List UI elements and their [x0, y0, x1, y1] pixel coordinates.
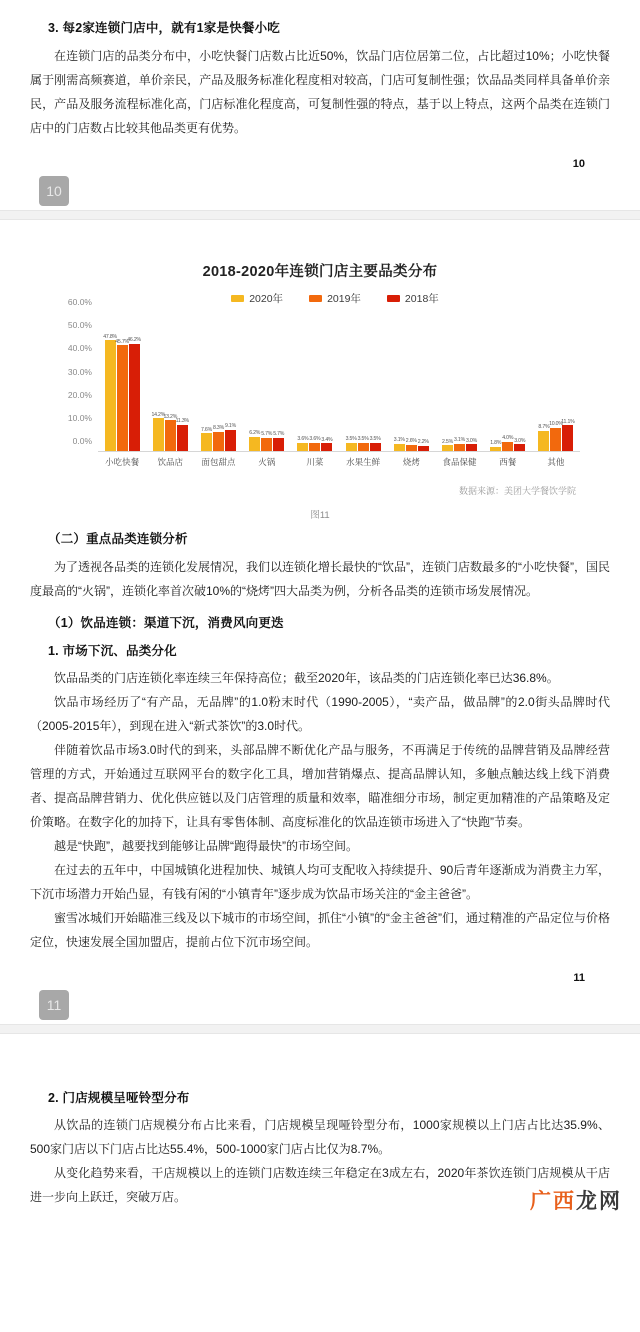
chart-bar[interactable] — [163, 413, 178, 451]
paragraph: 饮品品类的门店连锁化率连续三年保持高位；截至2020年，该品类的门店连锁化率已达36.8%。 — [54, 671, 559, 685]
chart-bar[interactable] — [175, 418, 189, 451]
chart-bar[interactable] — [309, 436, 321, 451]
bar-group — [532, 312, 580, 451]
chart-source: 数据来源：美团大学餐饮学院 — [458, 486, 576, 496]
chart-bar[interactable] — [466, 437, 478, 451]
bar-value-label: 13.2% — [163, 413, 178, 420]
bar-group — [387, 312, 435, 451]
legend-item[interactable] — [309, 291, 361, 306]
bar-value-label: 3.6% — [297, 436, 309, 443]
bar-group — [339, 312, 387, 451]
y-axis-tick: 30.0% — [67, 366, 92, 377]
legend-label: 2018年 — [404, 293, 439, 305]
chart-bar[interactable] — [212, 425, 225, 451]
paragraph: 从变化趋势来看，干店规模以上的连锁门店数连续三年稳定在3成左右，2020年茶饮连锁门店规模从干店进一步向上跃迁，突破万店。 — [30, 1166, 610, 1204]
chart-bar[interactable] — [393, 437, 405, 451]
page-heading: 3. 每2家连锁门店中，就有1家是快餐小吃 — [48, 21, 281, 35]
bar-value-label: 10.0% — [549, 421, 563, 428]
page-chip: 11 — [39, 990, 69, 1020]
chart-bar[interactable] — [103, 333, 117, 451]
chart-bar[interactable] — [321, 436, 333, 451]
x-axis-label: 面包甜点 — [201, 457, 236, 467]
bar-value-label: 3.5% — [369, 436, 381, 443]
bar-group — [484, 312, 532, 451]
bar-value-label: 14.2% — [151, 411, 166, 418]
chart-bar[interactable] — [549, 421, 563, 451]
x-axis-label: 其他 — [547, 457, 565, 467]
page-chip: 10 — [39, 176, 69, 206]
y-axis-tick: 50.0% — [67, 320, 92, 331]
legend-label: 2019年 — [327, 293, 361, 305]
bar-group — [146, 312, 194, 451]
watermark-part-2: 龙网 — [576, 1190, 622, 1213]
figure-caption: 图11 — [310, 510, 330, 521]
bar-value-label: 3.0% — [466, 437, 478, 444]
bar-group — [194, 312, 242, 451]
page-number: 10 — [572, 158, 585, 170]
legend-item[interactable] — [231, 291, 283, 306]
bar-value-label: 5.7% — [261, 431, 273, 438]
bar-value-label: 11.1% — [561, 418, 575, 425]
bar-value-label: 2.5% — [442, 438, 454, 445]
bar-value-label: 8.3% — [212, 425, 225, 432]
paragraph: 饮品市场经历了“有产品，无品牌”的1.0粉末时代（1990-2005），“卖产品，做品牌”的2.0街头品牌时代（2005-2015年），到现在进入“新式茶饮”的3.0时代。 — [30, 695, 610, 733]
chart-bar[interactable] — [538, 424, 550, 451]
chart-bar[interactable] — [561, 418, 575, 451]
chart-container — [30, 260, 610, 521]
paragraph: 在连锁门店的品类分布中，小吃快餐门店数占比近50%，饮品门店位居第二位，占比超过10%；小吃快餐属于刚需高频赛道，单价亲民，产品及服务标准化程度相对较高，门店可复制性强；饮品品类同样具备单价亲民，产品及服务流程标准化高，门店标准化程度高，可复制性强的特点，基于以上特点，这两个品类在连锁门店中的门店数占比较其他品类更有优势。 — [30, 49, 610, 135]
bar-value-label: 3.1% — [393, 437, 405, 444]
x-axis-label: 水果生鲜 — [346, 457, 381, 467]
chart-bar[interactable] — [151, 411, 166, 451]
chart-title: 2018-2020年连锁门店主要品类分布 — [202, 264, 438, 280]
bar-value-label: 3.1% — [454, 437, 466, 444]
top-spacer-2 — [30, 1056, 610, 1078]
chart-bar[interactable] — [273, 431, 285, 451]
x-axis-label: 小吃快餐 — [105, 457, 140, 467]
page-separator — [0, 210, 640, 220]
chart-bar[interactable] — [490, 440, 502, 451]
chart-x-axis-labels — [98, 456, 580, 468]
bar-value-label: 6.2% — [249, 430, 261, 437]
bar-value-label: 46.2% — [127, 337, 141, 344]
legend-label: 2020年 — [249, 293, 284, 305]
page-11 — [0, 260, 640, 1020]
chart-bar[interactable] — [417, 439, 429, 451]
page-12 — [0, 1034, 640, 1229]
paragraph: 蜜雪冰城们开始瞄准三线及以下城市的市场空间，抓住“小镇”的“金主爸爸”们，通过精准的产品定位与价格定位，快速发展全国加盟店，提前占位下沉市场空间。 — [30, 911, 610, 949]
x-axis-label: 饮品店 — [157, 457, 184, 467]
x-axis-label: 火锅 — [258, 457, 276, 467]
page-number: 11 — [573, 972, 585, 984]
bar-value-label: 4.0% — [502, 435, 514, 442]
legend-item[interactable] — [387, 291, 439, 306]
chart-bar[interactable] — [115, 338, 129, 451]
section-heading: （二）重点品类连锁分析 — [48, 532, 188, 546]
chart-bar-groups — [98, 312, 580, 451]
chart-bar[interactable] — [357, 436, 369, 451]
y-axis-tick: 0.0% — [72, 436, 92, 446]
bar-group — [435, 312, 483, 451]
chart-bar[interactable] — [261, 431, 273, 451]
watermark-part-1: 广西 — [530, 1190, 576, 1213]
x-axis-label: 川菜 — [306, 457, 324, 467]
paragraph: 越是“快跑”，越要找到能够让品牌“跑得最快”的市场空间。 — [54, 839, 358, 853]
chart-bar[interactable] — [200, 426, 213, 451]
y-axis-tick: 10.0% — [67, 412, 92, 423]
paragraph: 在过去的五年中，中国城镇化进程加快、城镇人均可支配收入持续提升、90后青年逐渐成为消费主力军，下沉市场潜力开始凸显，有钱有闲的“小镇青年”逐步成为饮品市场关注的“金主爸爸”。 — [30, 863, 610, 901]
bar-value-label: 9.1% — [224, 423, 237, 430]
bar-value-label: 3.5% — [345, 436, 357, 443]
bar-group — [98, 312, 146, 451]
x-axis-label: 食品保健 — [442, 457, 477, 467]
chart-bar[interactable] — [514, 437, 526, 451]
chart-bar[interactable] — [442, 438, 454, 451]
chart-bar[interactable] — [249, 430, 261, 451]
bar-value-label: 3.5% — [357, 436, 369, 443]
bar-value-label: 2.6% — [405, 438, 417, 445]
chart-bar[interactable] — [127, 337, 141, 451]
y-axis-tick: 40.0% — [67, 343, 92, 354]
bar-value-label: 8.7% — [538, 424, 550, 431]
chart-bar[interactable] — [297, 436, 309, 451]
chart-bar[interactable] — [454, 437, 466, 451]
paragraph: 伴随着饮品市场3.0时代的到来，头部品牌不断优化产品与服务，不再满足于传统的品牌营销及品牌经营管理的方式，开始通过互联网平台的数字化工具，增加营销爆点、提高品牌认知，多触点触达线上线下消费者、提高品牌营销力、优化供应链以及门店管理的质量和效率，瞄准细分市场，制定更加精准的产品策略及定价策略。在数字化的加持下，让具有零售体制、高度标准化的饮品连锁市场进入了“快跑”节奏。 — [30, 743, 610, 829]
top-spacer — [30, 1034, 610, 1056]
y-axis-tick: 20.0% — [67, 389, 92, 400]
chart-bar[interactable] — [369, 436, 381, 451]
legend-swatch-icon — [231, 295, 244, 302]
bar-value-label: 7.6% — [200, 426, 213, 433]
sub-heading: 2. 门店规模呈哑铃型分布 — [48, 1091, 190, 1105]
page-10 — [0, 0, 640, 206]
x-axis-label: 烧烤 — [402, 457, 420, 467]
y-axis-tick: 60.0% — [67, 297, 92, 307]
page-separator — [0, 1024, 640, 1034]
chart-bar[interactable] — [345, 436, 357, 451]
bar-value-label: 5.7% — [273, 431, 285, 438]
bar-value-label: 3.4% — [321, 436, 333, 443]
chart-legend — [42, 291, 598, 306]
bar-value-label: 1.8% — [490, 440, 502, 447]
chart-bar[interactable] — [405, 438, 417, 451]
sub-heading-1: （1）饮品连锁：渠道下沉，消费风向更迭 — [48, 616, 284, 630]
bar-value-label: 11.3% — [175, 418, 189, 425]
legend-swatch-icon — [387, 295, 400, 302]
x-axis-label: 西餐 — [499, 457, 517, 467]
chart-bar[interactable] — [502, 435, 514, 451]
bar-value-label: 47.8% — [103, 333, 117, 340]
bar-group — [291, 312, 339, 451]
bar-group — [243, 312, 291, 451]
paragraph: 从饮品的连锁门店规模分布占比来看，门店规模呈现哑铃型分布，1000家规模以上门店占比达35.9%、500家门店以下门店占比达55.4%，500-1000家门店占比仅为8.7%。 — [30, 1118, 610, 1156]
paragraph: 为了透视各品类的连锁化发展情况，我们以连锁化增长最快的“饮品”，连锁门店数最多的“小吃快餐”，国民度最高的“火锅”，连锁化率首次破10%的“烧烤”四大品类为例，分析各品类的连锁市场发展情况。 — [30, 560, 610, 598]
legend-swatch-icon — [309, 295, 322, 302]
chart-bar[interactable] — [224, 423, 237, 451]
bar-value-label: 2.2% — [417, 439, 429, 446]
bar-value-label: 45.7% — [115, 338, 129, 345]
bar-value-label: 3.0% — [514, 437, 526, 444]
sub-heading-2: 1. 市场下沉、品类分化 — [48, 644, 177, 658]
bar-value-label: 3.6% — [309, 436, 321, 443]
